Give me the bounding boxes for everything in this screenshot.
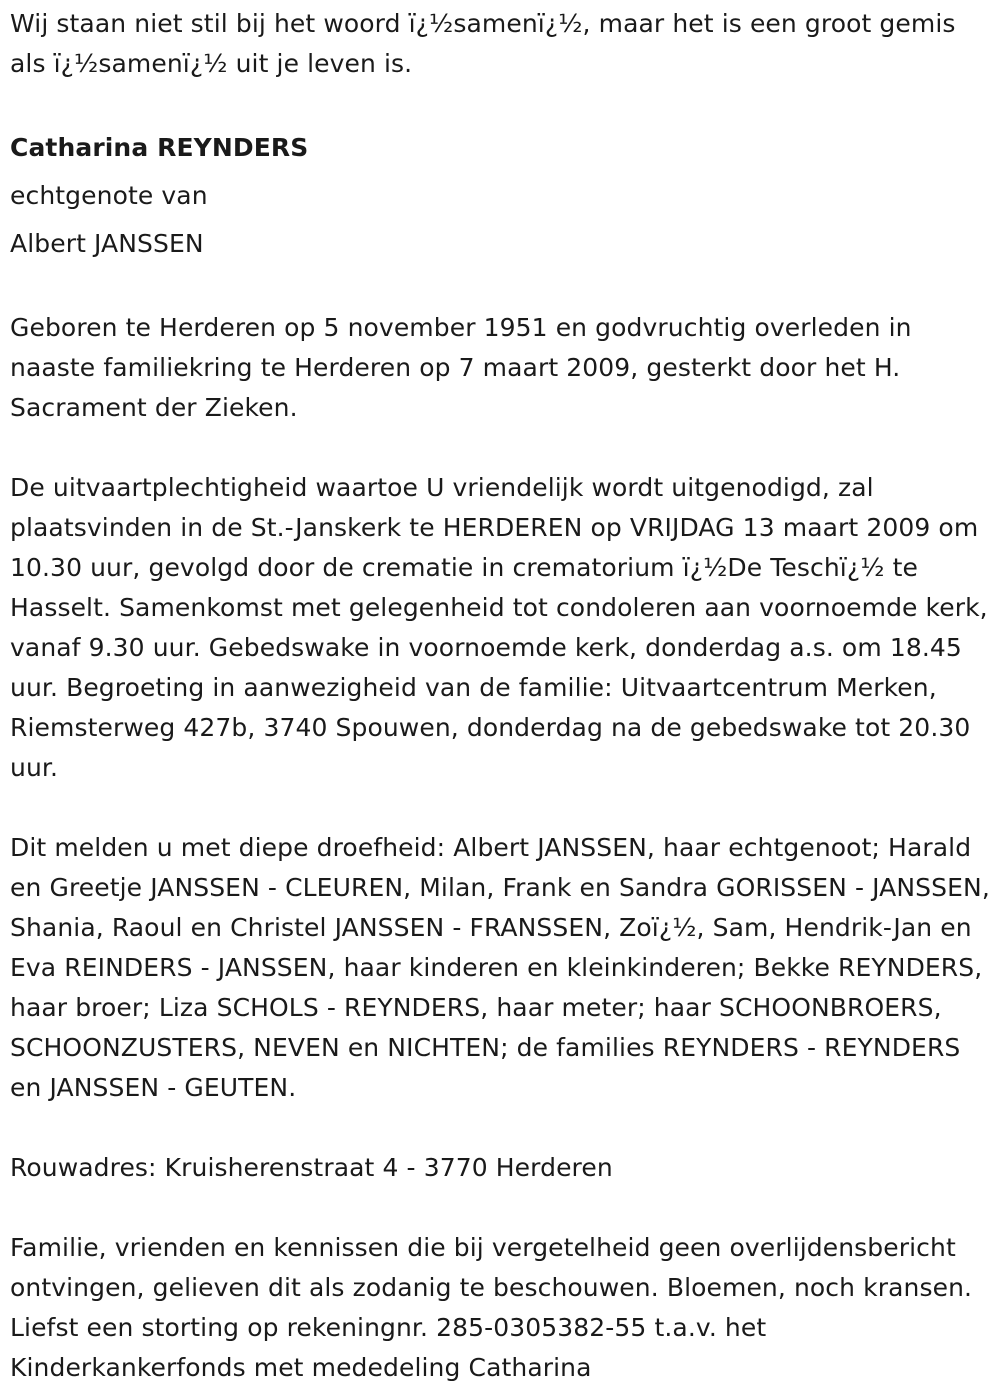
- closing-paragraph: Familie, vrienden en kennissen die bij vergetelheid geen overlijdensbericht ontvingen, gelieven dit als zodanig te beschouwen. Bloemen, noch kransen. Liefst een storting op rekeningnr. 285-0305382-55 t.a.v. het Kinderkankerfonds met mededeling Catharina: [10, 1233, 973, 1382]
- spacer: [10, 1108, 990, 1148]
- relation-text: echtgenote van: [10, 181, 208, 210]
- spacer: [10, 1188, 990, 1228]
- funeral-paragraph: De uitvaartplechtigheid waartoe U vriendelijk wordt uitgenodigd, zal plaatsvinden in de St.-Janskerk te HERDEREN op VRIJDAG 13 maart 2009 om 10.30 uur, gevolgd door de crematie in crematorium ï¿½De Teschï¿½ te Hasselt. Samenkomst met gelegenheid tot condoleren aan voornoemde kerk, vanaf 9.30 uur. Gebedswake in voornoemde kerk, donderdag a.s. om 18.45 uur. Begroeting in aanwezigheid van de familie: Uitvaartcentrum Merken, Riemsterweg 427b, 3740 Spouwen, donderdag na de gebedswake tot 20.30 uur.: [10, 473, 988, 782]
- spacer: [10, 268, 990, 308]
- mourning-address: Rouwadres: Kruisherenstraat 4 - 3770 Herderen: [10, 1153, 613, 1182]
- spacer: [10, 84, 990, 124]
- spacer: [10, 428, 990, 468]
- spacer: [10, 788, 990, 828]
- spouse-name: Albert JANSSEN: [10, 229, 204, 258]
- motto-text: Wij staan niet stil bij het woord ï¿½samenï¿½, maar het is een groot gemis als ï¿½samenï¿½ uit je leven is.: [10, 9, 956, 78]
- deceased-name: Catharina REYNDERS: [10, 133, 309, 162]
- family-paragraph: Dit melden u met diepe droefheid: Albert JANSSEN, haar echtgenoot; Harald en Greetje JANSSEN - CLEUREN, Milan, Frank en Sandra GORISSEN - JANSSEN, Shania, Raoul en Christel JANSSEN - FRANSSEN, Zoï¿½, Sam, Hendrik-Jan en Eva REINDERS - JANSSEN, haar kinderen en kleinkinderen; Bekke REYNDERS, haar broer; Liza SCHOLS - REYNDERS, haar meter; haar SCHOONBROERS, SCHOONZUSTERS, NEVEN en NICHTEN; de families REYNDERS - REYNDERS en JANSSEN - GEUTEN.: [10, 833, 990, 1102]
- birth-death-paragraph: Geboren te Herderen op 5 november 1951 en godvruchtig overleden in naaste familiekring te Herderen op 7 maart 2009, gesterkt door het H. Sacrament der Zieken.: [10, 313, 912, 422]
